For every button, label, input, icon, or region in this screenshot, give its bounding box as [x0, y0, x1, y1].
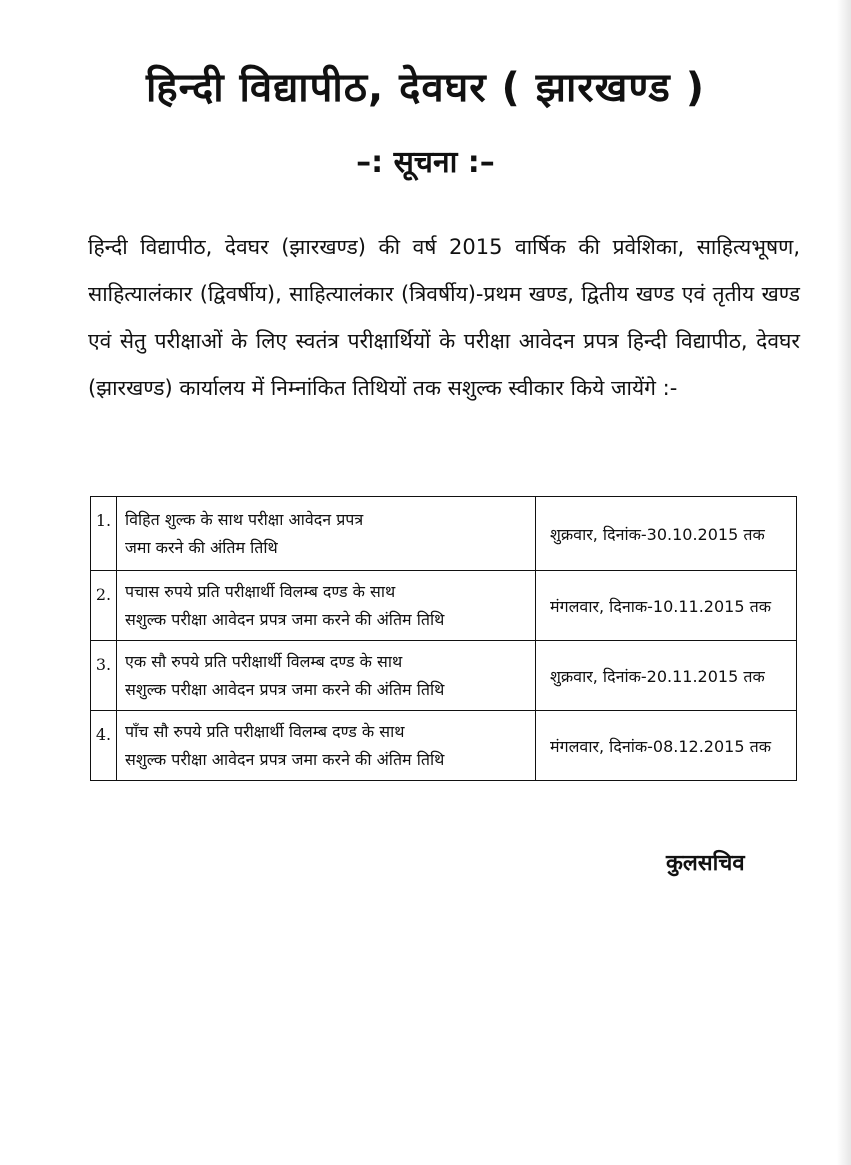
deadline-table — [90, 496, 797, 781]
notice-heading: –: सूचना :– — [356, 145, 495, 180]
table-row — [91, 711, 797, 781]
table-row — [91, 571, 797, 641]
row-description-line1: एक सौ रुपये प्रति परीक्षार्थी विलम्ब दण्ड के साथ — [125, 651, 403, 671]
row-date: शुक्रवार, दिनांक-20.11.2015 तक — [536, 641, 797, 711]
table-row — [91, 497, 797, 571]
notice-body: हिन्दी विद्यापीठ, देवघर (झारखण्ड) की वर्ष 2015 वार्षिक की प्रवेशिका, साहित्यभूषण, साहित्यालंकार (द्विवर्षीय), साहित्यालंकार (त्रिवर्षीय)-प्रथम खण्ड, द्वितीय खण्ड एवं तृतीय खण्ड एवं सेतु परीक्षाओं के लिए स्वतंत्र परीक्षार्थियों के परीक्षा आवेदन प्रपत्र हिन्दी विद्यापीठ, देवघर (झारखण्ड) कार्यालय में निम्नांकित तिथियों तक सशुल्क स्वीकार किये जायेंगे :- — [88, 235, 800, 400]
row-number: 3. — [91, 641, 117, 711]
row-date: शुक्रवार, दिनांक-30.10.2015 तक — [536, 497, 797, 571]
row-description-line2: जमा करने की अंतिम तिथि — [125, 537, 278, 557]
row-description-line1: विहित शुल्क के साथ परीक्षा आवेदन प्रपत्र — [125, 509, 364, 529]
row-description — [117, 641, 536, 711]
row-description-line2: सशुल्क परीक्षा आवेदन प्रपत्र जमा करने की अंतिम तिथि — [125, 679, 445, 699]
table-row — [91, 641, 797, 711]
row-description-line1: पाँच सौ रुपये प्रति परीक्षार्थी विलम्ब दण्ड के साथ — [125, 721, 405, 741]
row-number: 4. — [91, 711, 117, 781]
row-number: 1. — [91, 497, 117, 571]
row-description — [117, 571, 536, 641]
row-description — [117, 497, 536, 571]
signature-registrar: कुलसचिव — [666, 851, 745, 876]
row-description — [117, 711, 536, 781]
row-date: मंगलवार, दिनाक-10.11.2015 तक — [536, 571, 797, 641]
row-description-line2: सशुल्क परीक्षा आवेदन प्रपत्र जमा करने की अंतिम तिथि — [125, 749, 445, 769]
page-title: हिन्दी विद्यापीठ, देवघर ( झारखण्ड ) — [146, 65, 705, 111]
row-description-line1: पचास रुपये प्रति परीक्षार्थी विलम्ब दण्ड के साथ — [125, 581, 396, 601]
row-number: 2. — [91, 571, 117, 641]
row-description-line2: सशुल्क परीक्षा आवेदन प्रपत्र जमा करने की अंतिम तिथि — [125, 609, 445, 629]
row-date: मंगलवार, दिनांक-08.12.2015 तक — [536, 711, 797, 781]
